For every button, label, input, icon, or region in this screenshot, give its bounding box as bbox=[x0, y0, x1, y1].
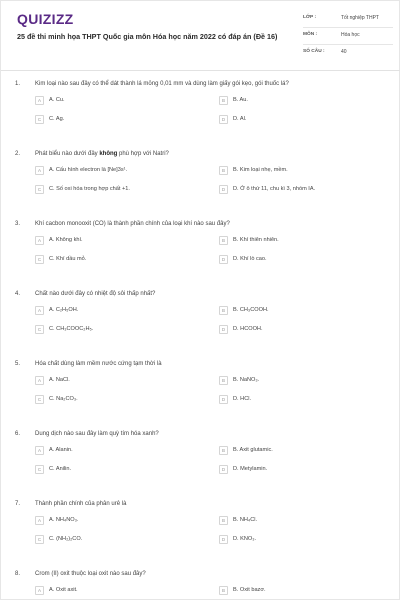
question-number: 6. bbox=[15, 431, 21, 437]
option-letter-box: C bbox=[35, 185, 44, 194]
option-text: C. CH₃COOC₂H₅. bbox=[49, 326, 94, 332]
option-letter-box: A bbox=[35, 376, 44, 385]
question-text: Thành phần chính của phân urê là bbox=[35, 501, 127, 507]
option-letter-box: D bbox=[219, 185, 228, 194]
question-number: 5. bbox=[15, 361, 21, 367]
meta-label: MÔN : bbox=[303, 32, 318, 37]
option-letter-box: C bbox=[35, 325, 44, 334]
question-4 bbox=[1, 291, 400, 361]
option-letter-box: A bbox=[35, 306, 44, 315]
option-c[interactable] bbox=[35, 255, 185, 269]
option-letter-box: C bbox=[35, 255, 44, 264]
option-b[interactable] bbox=[219, 586, 369, 600]
option-a[interactable] bbox=[35, 516, 185, 530]
option-text: A. C₂H₅OH. bbox=[49, 307, 79, 313]
question-text: Khí cacbon monooxit (CO) là thành phần chính của loại khí nào sau đây? bbox=[35, 221, 230, 227]
option-letter-box: D bbox=[219, 535, 228, 544]
option-letter-box: B bbox=[219, 236, 228, 245]
option-text: A. Cu. bbox=[49, 97, 65, 103]
option-a[interactable] bbox=[35, 96, 185, 110]
option-letter-box: C bbox=[35, 535, 44, 544]
option-text: B. Kim loại nhẹ, mềm. bbox=[233, 167, 288, 173]
question-1 bbox=[1, 81, 400, 151]
option-text: D. HCl. bbox=[233, 396, 252, 402]
option-text: B. CH₃COOH. bbox=[233, 307, 269, 313]
question-number: 3. bbox=[15, 221, 21, 227]
question-7 bbox=[1, 501, 400, 571]
option-text: D. Khí lò cao. bbox=[233, 256, 267, 262]
option-b[interactable] bbox=[219, 516, 369, 530]
option-b[interactable] bbox=[219, 236, 369, 250]
option-d[interactable] bbox=[219, 465, 369, 479]
option-b[interactable] bbox=[219, 96, 369, 110]
meta-row-class bbox=[303, 11, 393, 28]
option-b[interactable] bbox=[219, 166, 369, 180]
option-letter-box: C bbox=[35, 115, 44, 124]
option-b[interactable] bbox=[219, 306, 369, 320]
option-letter-box: D bbox=[219, 115, 228, 124]
option-c[interactable] bbox=[35, 465, 185, 479]
question-number: 2. bbox=[15, 151, 21, 157]
question-number: 7. bbox=[15, 501, 21, 507]
option-b[interactable] bbox=[219, 376, 369, 390]
meta-row-subject bbox=[303, 28, 393, 45]
question-8 bbox=[1, 571, 400, 600]
option-text: D. KNO₃. bbox=[233, 536, 257, 542]
option-d[interactable] bbox=[219, 185, 369, 199]
option-letter-box: A bbox=[35, 586, 44, 595]
option-letter-box: D bbox=[219, 465, 228, 474]
option-letter-box: A bbox=[35, 516, 44, 525]
option-letter-box: C bbox=[35, 465, 44, 474]
question-number: 1. bbox=[15, 81, 21, 87]
question-number: 8. bbox=[15, 571, 21, 577]
question-text: Dung dịch nào sau đây làm quỳ tím hóa xanh? bbox=[35, 431, 159, 437]
option-letter-box: D bbox=[219, 325, 228, 334]
option-letter-box: B bbox=[219, 96, 228, 105]
option-a[interactable] bbox=[35, 166, 185, 180]
meta-row-question-count bbox=[303, 45, 393, 62]
option-letter-box: C bbox=[35, 395, 44, 404]
option-d[interactable] bbox=[219, 325, 369, 339]
option-letter-box: B bbox=[219, 586, 228, 595]
quizizz-logo: QUIZIZZ bbox=[17, 11, 74, 27]
meta-value: Tốt nghiệp THPT bbox=[341, 15, 379, 21]
option-text: C. Anilin. bbox=[49, 466, 72, 472]
option-letter-box: A bbox=[35, 446, 44, 455]
option-text: B. Axit glutamic. bbox=[233, 447, 273, 453]
option-text: C. Na₂CO₃. bbox=[49, 396, 78, 402]
option-c[interactable] bbox=[35, 325, 185, 339]
document-title: 25 đề thi minh họa THPT Quốc gia môn Hóa học năm 2022 có đáp án (Đề 16) bbox=[17, 32, 278, 41]
meta-value: 40 bbox=[341, 49, 347, 55]
option-text: D. Ở ô thứ 11, chu kì 3, nhóm IA. bbox=[233, 186, 316, 192]
option-text: C. Số oxi hóa trong hợp chất +1. bbox=[49, 186, 130, 192]
option-letter-box: B bbox=[219, 306, 228, 315]
option-c[interactable] bbox=[35, 115, 185, 129]
option-d[interactable] bbox=[219, 115, 369, 129]
option-text: A. Alanin. bbox=[49, 447, 73, 453]
document-header bbox=[1, 1, 400, 71]
option-letter-box: B bbox=[219, 166, 228, 175]
question-5 bbox=[1, 361, 400, 431]
option-letter-box: A bbox=[35, 166, 44, 175]
option-text: B. Au. bbox=[233, 97, 248, 103]
option-letter-box: B bbox=[219, 376, 228, 385]
option-letter-box: B bbox=[219, 516, 228, 525]
option-text: C. Ag. bbox=[49, 116, 65, 122]
question-text-emphasis: không bbox=[99, 151, 118, 157]
option-a[interactable] bbox=[35, 446, 185, 460]
question-number: 4. bbox=[15, 291, 21, 297]
option-a[interactable] bbox=[35, 376, 185, 390]
option-text: D. Metylamin. bbox=[233, 466, 268, 472]
question-2 bbox=[1, 151, 400, 221]
option-letter-box: A bbox=[35, 236, 44, 245]
question-text-pre: Phát biểu nào dưới đây bbox=[35, 151, 100, 157]
option-letter-box: D bbox=[219, 395, 228, 404]
option-b[interactable] bbox=[219, 446, 369, 460]
option-text: D. Al. bbox=[233, 116, 247, 122]
option-text: D. HCOOH. bbox=[233, 326, 263, 332]
option-text: C. (NH₂)₂CO. bbox=[49, 536, 83, 542]
option-text: A. Cấu hình electron là [Ne]3s¹. bbox=[49, 167, 128, 173]
option-d[interactable] bbox=[219, 395, 369, 409]
question-text bbox=[35, 151, 169, 157]
option-text: B. NH₄Cl. bbox=[233, 517, 258, 523]
option-c[interactable] bbox=[35, 185, 185, 199]
question-text-post: phù hợp với Natri? bbox=[117, 151, 169, 157]
option-letter-box: D bbox=[219, 255, 228, 264]
option-text: B. Khí thiên nhiên. bbox=[233, 237, 279, 243]
option-text: A. NaCl. bbox=[49, 377, 70, 383]
meta-label: LỚP : bbox=[303, 15, 317, 20]
question-text: Kim loại nào sau đây có thể dát thành lá mỏng 0,01 mm và dùng làm giấy gói kẹo, gói thuốc lá? bbox=[35, 81, 289, 87]
meta-table bbox=[303, 11, 393, 62]
option-c[interactable] bbox=[35, 535, 185, 549]
question-text: Hóa chất dùng làm mềm nước cứng tạm thời là bbox=[35, 361, 162, 367]
option-d[interactable] bbox=[219, 255, 369, 269]
question-text: Chất nào dưới đây có nhiệt độ sôi thấp nhất? bbox=[35, 291, 156, 297]
option-text: B. NaNO₃. bbox=[233, 377, 260, 383]
option-letter-box: B bbox=[219, 446, 228, 455]
option-a[interactable] bbox=[35, 306, 185, 320]
option-c[interactable] bbox=[35, 395, 185, 409]
question-text: Crom (II) oxit thuộc loại oxit nào sau đây? bbox=[35, 571, 146, 577]
option-a[interactable] bbox=[35, 236, 185, 250]
question-3 bbox=[1, 221, 400, 291]
option-letter-box: A bbox=[35, 96, 44, 105]
option-a[interactable] bbox=[35, 586, 185, 600]
option-text: A. Không khí. bbox=[49, 237, 83, 243]
option-text: A. Oxit axit. bbox=[49, 587, 78, 593]
meta-label: SỐ CÂU : bbox=[303, 49, 325, 54]
option-text: C. Khí dầu mỏ. bbox=[49, 256, 87, 262]
question-6 bbox=[1, 431, 400, 501]
option-d[interactable] bbox=[219, 535, 369, 549]
option-text: B. Oxit bazơ. bbox=[233, 587, 266, 593]
meta-value: Hóa học bbox=[341, 32, 360, 38]
option-text: A. NH₄NO₃. bbox=[49, 517, 79, 523]
